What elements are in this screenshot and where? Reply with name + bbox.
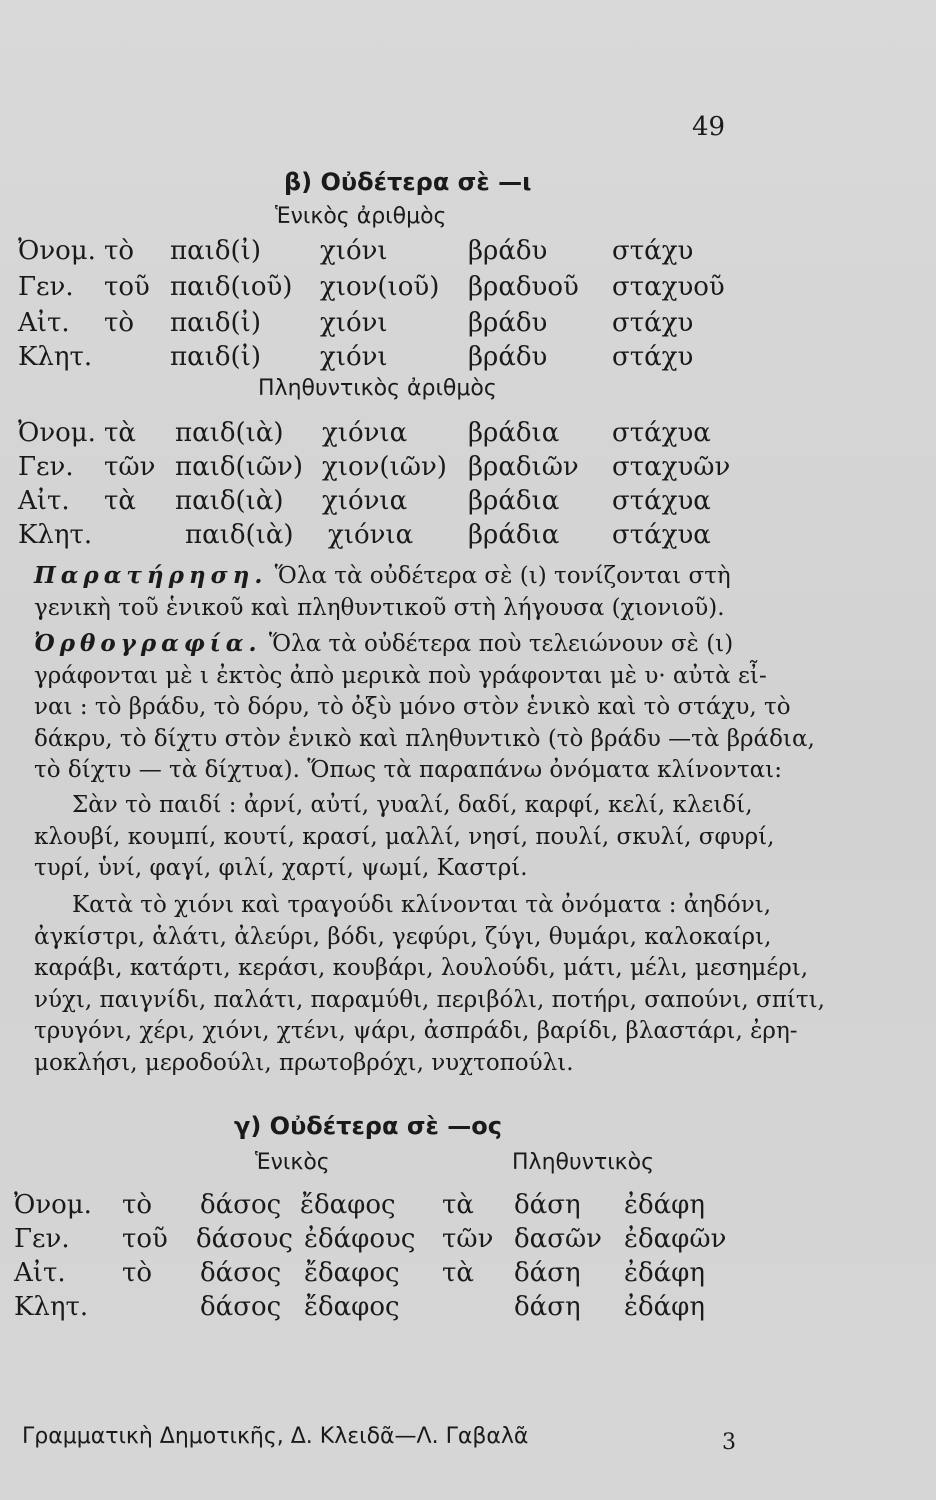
case-label: Αἰτ.	[18, 308, 70, 338]
case-label: Αἰτ.	[18, 486, 70, 516]
stachi-form: στάχυα	[612, 418, 711, 448]
article-singular: τοῦ	[122, 1224, 168, 1254]
case-label: Κλητ.	[18, 342, 93, 372]
edafos-plural-form: ἐδάφη	[624, 1190, 705, 1220]
chioni-form: χιόνι	[320, 308, 388, 338]
footer-source: Γραμματικὴ Δημοτικῆς, Δ. Κλειδᾶ—Λ. Γαβαλᾶ	[22, 1424, 529, 1449]
dasos-form: δάσος	[200, 1292, 282, 1322]
case-label: Ὀνομ.	[14, 1190, 92, 1220]
paidi-form: παιδ(ἰ)	[170, 342, 261, 372]
paidi-form: παιδ(ιοῦ)	[170, 272, 293, 302]
stachi-form: στάχυ	[612, 342, 694, 372]
section-c-plural-label: Πληθυντικὸς	[512, 1150, 655, 1175]
case-label: Γεν.	[18, 272, 74, 302]
section-b-plural-label: Πληθυντικὸς ἀριθμὸς	[258, 376, 497, 401]
chioni-list-line: τρυγόνι, χέρι, χιόνι, χτένι, ψάρι, ἀσπράδι, βαρίδι, βλαστάρι, ἐρη-	[34, 1018, 798, 1045]
paidi-form: παιδ(ἰ)	[170, 308, 261, 338]
article-plural: τὰ	[442, 1190, 474, 1220]
case-label: Γεν.	[14, 1224, 70, 1254]
vradi-form: βράδια	[468, 418, 560, 448]
vradi-form: βράδια	[468, 520, 560, 550]
section-c-singular-label: Ἑνικὸς	[255, 1150, 330, 1175]
chioni-list-line: καράβι, κατάρτι, κεράσι, κουβάρι, λουλούδι, μάτι, μέλι, μεσημέρι,	[34, 955, 809, 982]
vradi-form: βραδιῶν	[468, 452, 579, 482]
table-row	[0, 452, 936, 486]
edafos-form: ἐδάφους	[304, 1224, 416, 1254]
case-label: Ὀνομ.	[18, 418, 96, 448]
table-row	[0, 1258, 936, 1292]
orthography-text: δάκρυ, τὸ δίχτυ στὸν ἑνικὸ καὶ πληθυντικὸ (τὸ βράδυ —τὰ βράδια,	[34, 725, 815, 752]
article: τῶν	[104, 452, 156, 482]
orthography-text: Ὅλα τὰ οὐδέτερα ποὺ τελειώνουν σὲ (ι)	[268, 631, 734, 657]
table-row	[0, 1292, 936, 1326]
vradi-form: βραδυοῦ	[468, 272, 579, 302]
edafos-form: ἔδαφος	[304, 1258, 400, 1288]
stachi-form: σταχυοῦ	[612, 272, 725, 302]
chioni-form: χιόνια	[322, 418, 408, 448]
vradi-form: βράδυ	[468, 308, 548, 338]
article: τοῦ	[104, 272, 150, 302]
paidi-list-line: Σὰν τὸ παιδί : ἀρνί, αὐτί, γυαλί, δαδί, καρφί, κελί, κλειδί,	[72, 792, 753, 818]
chioni-form: χιον(ιῶν)	[322, 452, 447, 482]
paidi-form: παιδ(ιὰ)	[175, 486, 284, 516]
chioni-form: χιόνι	[320, 236, 388, 266]
chioni-form: χιόνια	[322, 486, 408, 516]
paidi-word-list	[34, 790, 775, 885]
case-label: Γεν.	[18, 452, 74, 482]
table-row	[0, 236, 936, 270]
dasos-plural-form: δασῶν	[514, 1224, 602, 1254]
stachi-form: στάχυ	[612, 236, 694, 266]
table-row	[0, 1224, 936, 1258]
orthography-text: τὸ δίχτυ — τὰ δίχτυα). Ὅπως τὰ παραπάνω ὀνόματα κλίνονται:	[34, 757, 782, 784]
orthography-text: ναι : τὸ βράδυ, τὸ δόρυ, τὸ ὀξὺ μόνο στὸν ἑνικὸ καὶ τὸ στάχυ, τὸ	[34, 694, 791, 721]
chioni-list-line: ἀγκίστρι, ἁλάτι, ἀλεύρι, βόδι, γεφύρι, ζύγι, θυμάρι, καλοκαίρι,	[34, 923, 772, 950]
remark-paragraph	[34, 560, 768, 624]
table-row	[0, 308, 936, 342]
stachi-form: στάχυα	[612, 520, 711, 550]
signature-mark: 3	[722, 1430, 736, 1455]
paidi-form: παιδ(ἰ)	[170, 236, 261, 266]
chioni-list-line: μοκλήσι, μεροδούλι, πρωτοβρόχι, νυχτοπούλι.	[34, 1049, 574, 1076]
stachi-form: στάχυα	[612, 486, 711, 516]
case-label: Κλητ.	[18, 520, 93, 550]
orthography-text: γράφονται μὲ ι ἐκτὸς ἀπὸ μερικὰ ποὺ γράφονται μὲ υ· αὐτὰ εἶ-	[34, 662, 767, 689]
dasos-form: δάσος	[200, 1190, 282, 1220]
paidi-list-line: τυρί, ὑνί, φαγί, φιλί, χαρτί, ψωμί, Καστρί.	[34, 855, 528, 882]
vradi-form: βράδια	[468, 486, 560, 516]
paidi-form: παιδ(ιὰ)	[175, 418, 284, 448]
paidi-form: παιδ(ιῶν)	[175, 452, 303, 482]
article-plural: τῶν	[442, 1224, 494, 1254]
dasos-plural-form: δάση	[514, 1190, 581, 1220]
article-singular: τὸ	[122, 1190, 153, 1220]
stachi-form: σταχυῶν	[612, 452, 731, 482]
chioni-form: χιον(ιοῦ)	[320, 272, 440, 302]
article: τὰ	[104, 486, 136, 516]
section-b-heading: β) Οὐδέτερα σὲ —ι	[284, 168, 532, 196]
case-label: Κλητ.	[14, 1292, 89, 1322]
article-singular: τὸ	[122, 1258, 153, 1288]
remark-label: Παρατήρηση.	[34, 562, 268, 589]
orthography-label: Ὀρθογραφία.	[34, 630, 262, 657]
table-row	[0, 520, 936, 554]
table-row	[0, 486, 936, 520]
chioni-list-line: νύχι, παιγνίδι, παλάτι, παραμύθι, περιβόλι, ποτήρι, σαπούνι, σπίτι,	[34, 986, 825, 1013]
edafos-form: ἔδαφος	[300, 1190, 396, 1220]
remark-text: Ὅλα τὰ οὐδέτερα σὲ (ι) τονίζονται στὴ	[274, 563, 731, 589]
section-b-singular-label: Ἑνικὸς ἀριθμὸς	[275, 204, 447, 229]
remark-text: γενικὴ τοῦ ἑνικοῦ καὶ πληθυντικοῦ στὴ λήγουσα (χιονιοῦ).	[34, 594, 725, 621]
vradi-form: βράδυ	[468, 236, 548, 266]
table-row	[0, 272, 936, 306]
orthography-paragraph	[34, 628, 815, 787]
chioni-word-list	[34, 890, 825, 1080]
chioni-form: χιόνι	[320, 342, 388, 372]
paidi-form: παιδ(ιὰ)	[185, 520, 294, 550]
edafos-plural-form: ἐδάφη	[624, 1258, 705, 1288]
article: τὸ	[104, 308, 135, 338]
table-row	[0, 342, 936, 376]
dasos-form: δάσος	[200, 1258, 282, 1288]
edafos-plural-form: ἐδάφη	[624, 1292, 705, 1322]
vradi-form: βράδυ	[468, 342, 548, 372]
dasos-plural-form: δάση	[514, 1292, 581, 1322]
section-c-heading: γ) Οὐδέτερα σὲ —ος	[234, 1112, 502, 1140]
dasos-form: δάσους	[196, 1224, 293, 1254]
paidi-list-line: κλουβί, κουμπί, κουτί, κρασί, μαλλί, νησί, πουλί, σκυλί, σφυρί,	[34, 823, 775, 850]
page-number: 49	[692, 112, 726, 142]
dasos-plural-form: δάση	[514, 1258, 581, 1288]
edafos-plural-form: ἐδαφῶν	[624, 1224, 727, 1254]
chioni-form: χιόνια	[328, 520, 414, 550]
chioni-list-line: Κατὰ τὸ χιόνι καὶ τραγούδι κλίνονται τὰ ὀνόματα : ἀηδόνι,	[72, 892, 772, 918]
article: τὸ	[104, 236, 135, 266]
table-row	[0, 1190, 936, 1224]
edafos-form: ἔδαφος	[304, 1292, 400, 1322]
article-plural: τὰ	[442, 1258, 474, 1288]
case-label: Ὀνομ.	[18, 236, 96, 266]
case-label: Αἰτ.	[14, 1258, 66, 1288]
article: τὰ	[104, 418, 136, 448]
stachi-form: στάχυ	[612, 308, 694, 338]
table-row	[0, 418, 936, 452]
